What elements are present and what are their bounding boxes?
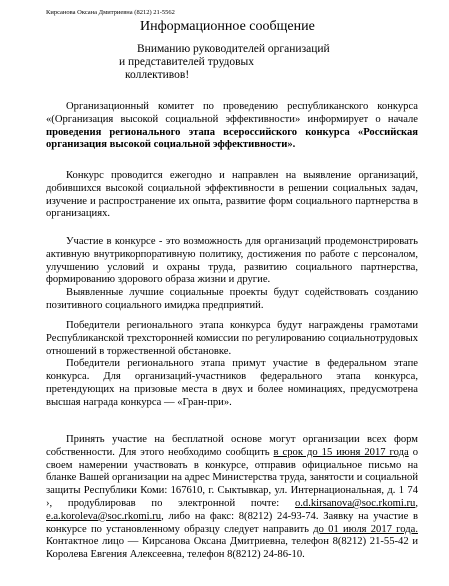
paragraph-participation: [46, 236, 418, 313]
addressee-line-2: и представителей трудовых: [119, 56, 254, 68]
email-link-kirsanova[interactable]: o.d.kirsanova@soc.rkomi.ru: [294, 497, 416, 509]
announcement-highlight: проведения регионального этапа всероссийского конкурса «Российская организация высокой социальной эффективности».: [46, 126, 418, 151]
apply-separator: ,: [415, 497, 418, 509]
announcement-intro: Организационный комитет по проведению республиканского конкурса «(Организация высокой социальной эффективности» информирует о начале: [46, 101, 418, 125]
winners-awards: Победители регионального этапа конкурса будут награждены грамотами Республиканской трехсторонней комиссии по регулированию социальнотрудовых отношений в торжественной обстановке.: [46, 320, 418, 357]
author-line: Кирсанова Оксана Дмитриевна (8212) 21-5562: [46, 9, 175, 16]
application-deadline: до 01 июля 2017 года.: [313, 523, 418, 535]
deadline-notice: в срок до 15 июня 2017 года: [273, 446, 409, 458]
document-title: Информационное сообщение: [140, 19, 315, 34]
apply-text-d: , либо на факс: 8(8212) 24-93-74. Заявку на участие в конкурсе по установленному образцу следует направить: [46, 510, 418, 535]
paragraph-announcement: [46, 101, 418, 152]
addressee-line-3: коллективов!: [125, 69, 190, 81]
addressee-line-1: Вниманию руководителей организаций: [137, 43, 330, 55]
email-link-koroleva[interactable]: e.a.koroleva@soc.rkomi.ru: [46, 510, 162, 522]
winners-federal-stage: Победители регионального этапа примут участие в федеральном этапе конкурса. Для организаций-участников федерального этапа конкурса, претендующих на призовые места в двух и более номинациях, предусмотрена высшая награда конкурса — «Гран-при».: [46, 358, 418, 408]
participation-image: Выявленные лучшие социальные проекты будут содействовать созданию позитивного социального имиджа предприятий.: [46, 287, 418, 311]
paragraph-winners: [46, 320, 418, 410]
paragraph-contest-purpose: Конкурс проводится ежегодно и направлен на выявление организаций, добившихся высокой социальной эффективности в решении социальных задач, изучение и распространение их опыта, развитие форм социального партнерства в организациях.: [46, 170, 418, 220]
participation-benefits: Участие в конкурсе - это возможность для организаций продемонстрировать активную внутрикорпоративную политику, достижения по работе с персоналом, улучшению условий и охраны труда, развитию социального партнерства, формированию здорового образа жизни и другие.: [46, 236, 418, 286]
apply-text-b: о своем намерении участвовать в конкурсе, отправив официальное письмо на бланке Вашей организации на адрес Министерства труда, занятости и социальной защиты Республики Коми: 167610, г. Сыктывкар, ул. Интернациональная, д. 1 74 ›, продублировав по электронной почте:: [46, 446, 418, 509]
contact-info: Контактное лицо — Кирсанова Оксана Дмитриевна, телефон 8(8212) 21-55-42 и Королева Евгения Алексеевна, телефон 8(8212) 24-86-10.: [46, 536, 418, 561]
apply-text-a: Принять участие на бесплатной основе могут организации всех форм собственности. Для этого необходимо сообщить: [46, 434, 418, 458]
paragraph-how-to-apply: [46, 434, 418, 562]
